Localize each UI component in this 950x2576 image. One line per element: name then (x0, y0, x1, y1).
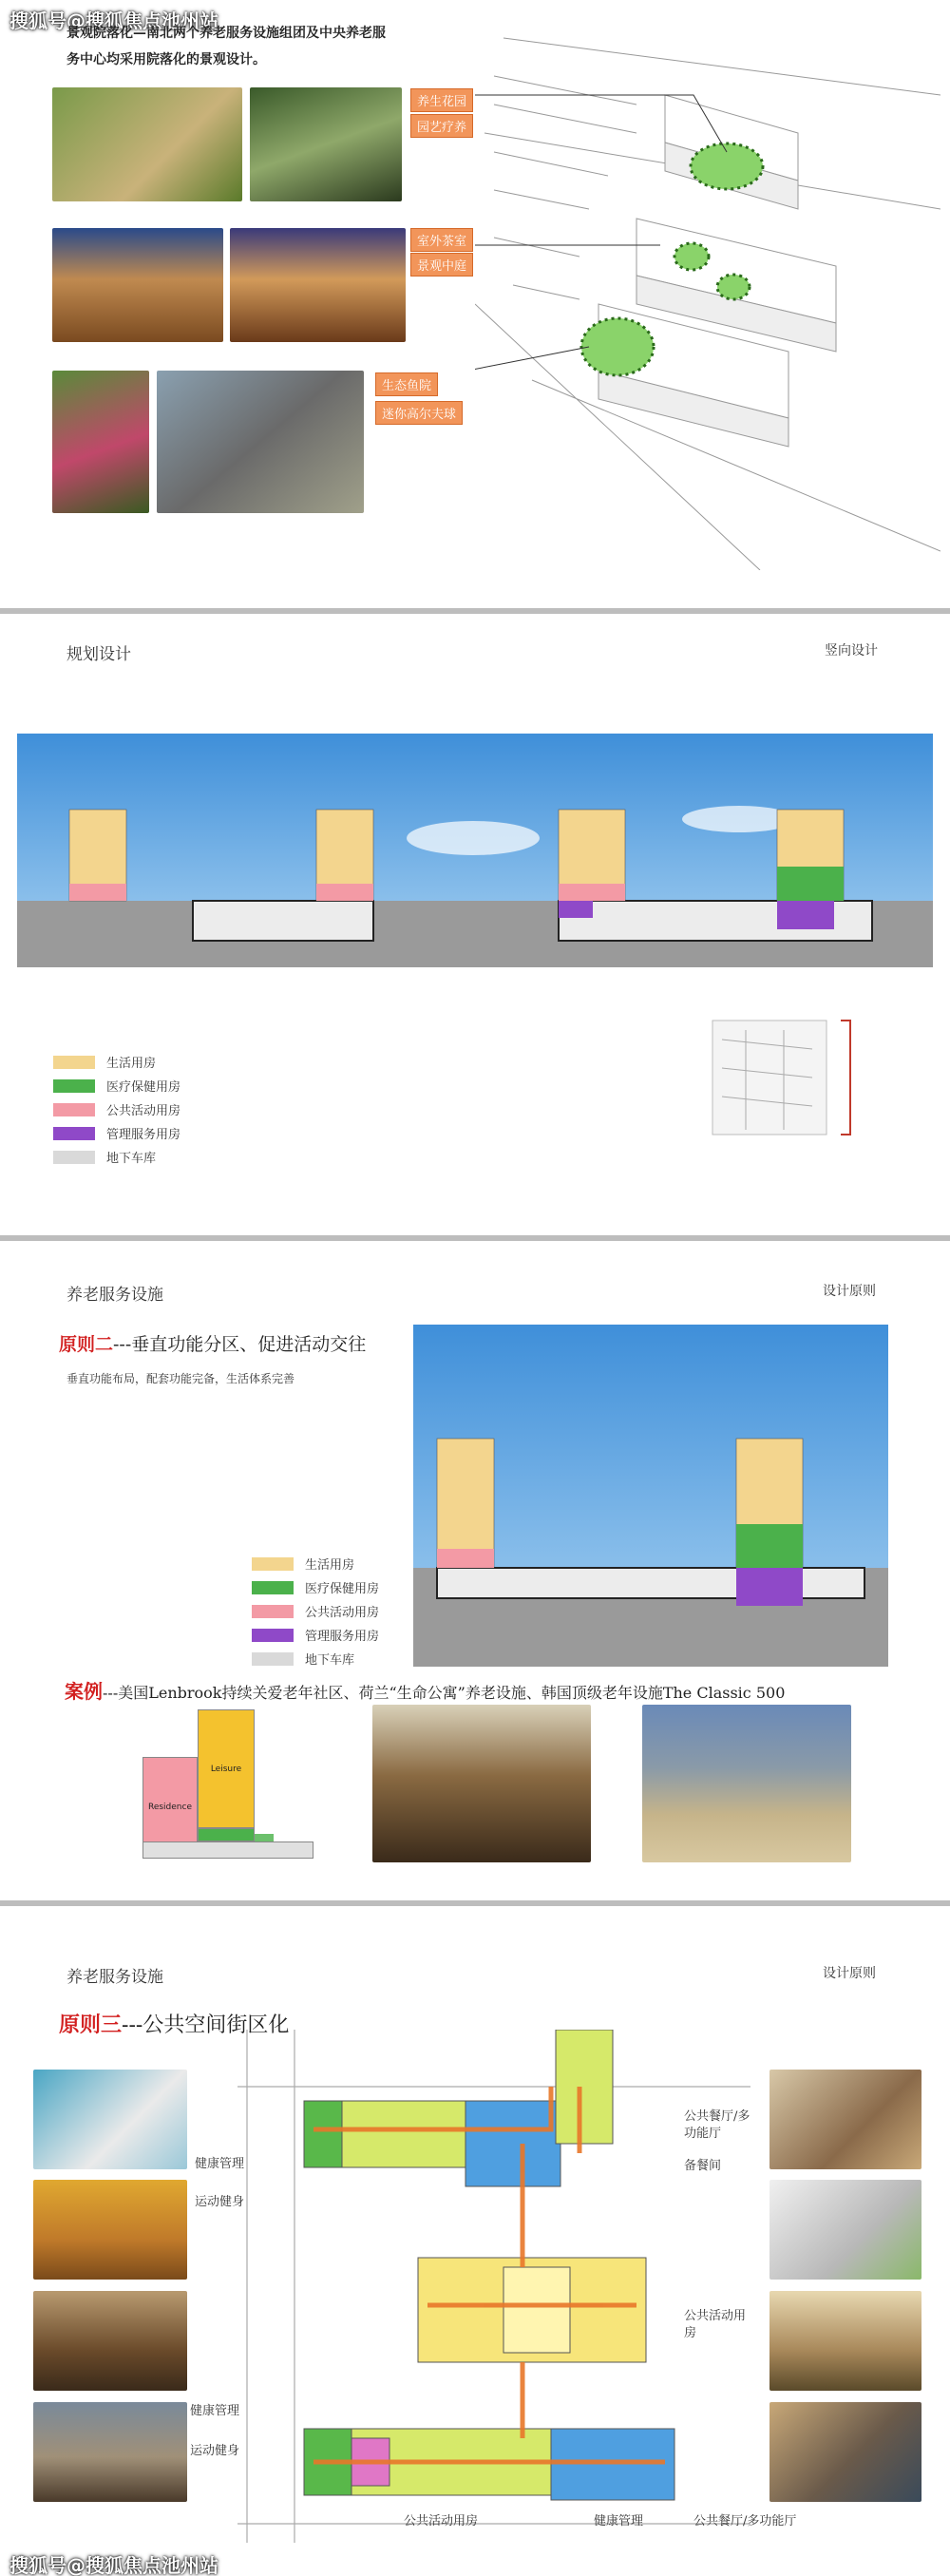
photo-hall-interior (770, 2291, 922, 2391)
function-diagram (142, 1705, 314, 1871)
photo-tower-building (642, 1705, 851, 1862)
watermark-bottom: 搜狐号@搜狐焦点池州站 (10, 2554, 218, 2576)
principle-three-text: ---公共空间街区化 (122, 2013, 290, 2037)
vertical-section-drawing (17, 734, 933, 967)
label-prep-room: 备餐间 (684, 2159, 722, 2173)
tag-fish-court: 生态鱼院 (375, 372, 438, 396)
site-key-plan (708, 1011, 869, 1144)
photo-pergola (250, 87, 402, 201)
photo-gardening (52, 371, 149, 513)
label-public-room-b: 房 (684, 2326, 697, 2340)
intro-text-line2: 务中心均采用院落化的景观设计。 (66, 52, 266, 67)
photo-seniors-smiling (770, 2180, 922, 2280)
principle-two-title (59, 1330, 366, 1356)
slide2-right-header: 竖向设计 (825, 643, 878, 658)
slide2-left-header: 规划设计 (66, 645, 131, 664)
photo-courtyard-1 (52, 228, 223, 342)
diagram-green-strip (255, 1834, 274, 1841)
legend-public: 公共活动用房 (53, 1100, 180, 1118)
label-health-management-1: 健康管理 (195, 2157, 245, 2171)
principle-two-number: 原则二 (59, 1334, 114, 1355)
tag-atrium: 景观中庭 (410, 253, 473, 277)
photo-courtyard-2 (230, 228, 406, 342)
label-bottom-health: 健康管理 (594, 2514, 644, 2528)
tag-health-garden: 养生花园 (410, 88, 473, 112)
diagram-leisure-block: Leisure (198, 1709, 255, 1828)
p2-legend-parking: 地下车库 (252, 1650, 354, 1668)
p2-legend-public: 公共活动用房 (252, 1602, 379, 1620)
legend-living: 生活用房 (53, 1053, 156, 1071)
photo-yoga-class (33, 2180, 187, 2280)
tag-horticulture: 园艺疗养 (410, 114, 473, 138)
p2-legend-medical: 医疗保健用房 (252, 1578, 379, 1596)
photo-dining-group (770, 2070, 922, 2169)
label-health-management-2: 健康管理 (190, 2404, 240, 2418)
tag-outdoor-tea: 室外茶室 (410, 228, 473, 252)
label-fitness-1: 运动健身 (195, 2195, 245, 2209)
slide3-left-header: 养老服务设施 (66, 1286, 163, 1305)
label-dining-hall-1: 公共餐厅/多 (684, 2109, 750, 2124)
slide-principle-three (0, 1906, 950, 2576)
slide3-right-header: 设计原则 (823, 1284, 876, 1299)
photo-lounge (33, 2291, 187, 2391)
site-plan-drawing (475, 19, 940, 570)
slide4-left-header: 养老服务设施 (66, 1968, 163, 1987)
label-fitness-2: 运动健身 (190, 2444, 240, 2458)
photo-painting (157, 371, 364, 513)
intro-text-line1: 景观院落化—南北两个养老服务设施组团及中央养老服 (66, 26, 386, 41)
legend-medical: 医疗保健用房 (53, 1077, 180, 1095)
legend-management: 管理服务用房 (53, 1124, 180, 1142)
p2-legend-living: 生活用房 (252, 1555, 354, 1573)
slide4-right-header: 设计原则 (823, 1966, 876, 1981)
diagram-base-block (142, 1841, 314, 1859)
photo-nurse-care (33, 2070, 187, 2169)
photo-activity-room (770, 2402, 922, 2502)
label-public-room: 公共活动用 (684, 2309, 747, 2323)
tag-mini-golf: 迷你高尔夫球 (375, 401, 463, 425)
slide-landscape (0, 0, 950, 608)
photo-garden-woman (52, 87, 242, 201)
label-dining-hall-1b: 功能厅 (684, 2127, 722, 2141)
p2-legend-management: 管理服务用房 (252, 1626, 379, 1644)
diagram-residence-block: Residence (142, 1757, 198, 1857)
principle-two-text: ---垂直功能分区、促进活动交往 (113, 1334, 367, 1355)
case-line (65, 1676, 785, 1704)
legend-parking: 地下车库 (53, 1148, 156, 1166)
case-text: ---美国Lenbrook持续关爱老年社区、荷兰“生命公寓”养老设施、韩国顶级老年设施The Classic 500 (103, 1684, 786, 1702)
label-bottom-dining: 公共餐厅/多功能厅 (694, 2514, 797, 2528)
principle-two-subtitle: 垂直功能布局，配套功能完备，生活体系完善 (66, 1372, 295, 1385)
principle-three-number: 原则三 (59, 2013, 123, 2037)
slide-principle-two (0, 1241, 950, 1900)
photo-corridor (33, 2402, 187, 2502)
diagram-medical-block (198, 1828, 255, 1841)
label-bottom-public-room: 公共活动用房 (404, 2514, 479, 2528)
street-floor-plan (238, 2030, 750, 2543)
slide-planning (0, 614, 950, 1235)
watermark-top: 搜狐号@搜狐焦点池州站 (10, 10, 218, 32)
case-label: 案例 (65, 1680, 103, 1703)
photo-atrium-interior (372, 1705, 591, 1862)
principle-two-section (413, 1325, 888, 1667)
